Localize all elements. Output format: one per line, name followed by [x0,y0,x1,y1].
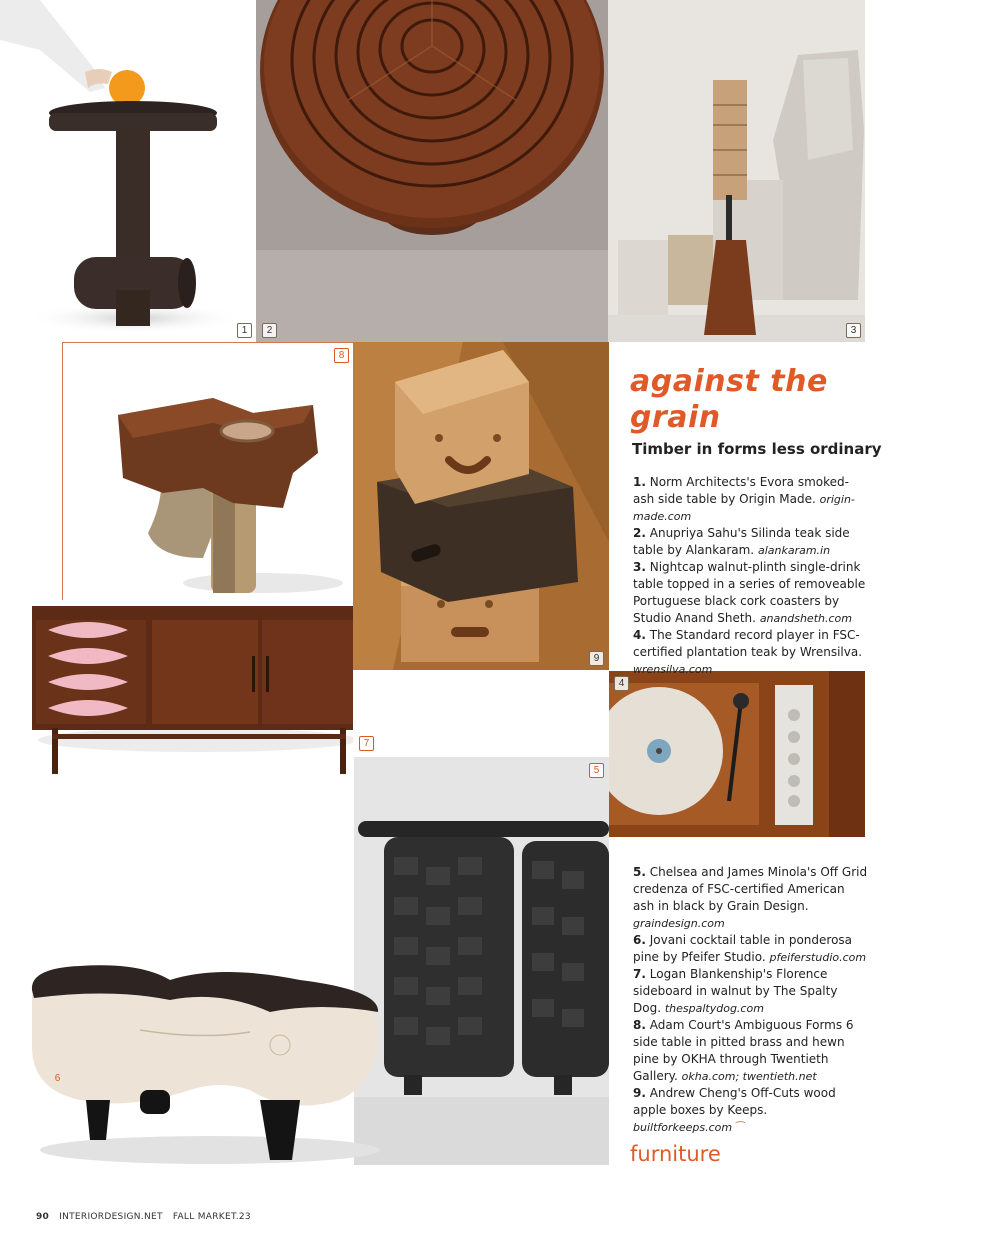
credit-1-link[interactable]: origin-made.com [633,493,855,523]
photo-number-3: 3 [846,323,861,338]
photo-number-2: 2 [262,323,277,338]
photo-ambiguous-forms-table [62,342,354,607]
photo-florence-sideboard [28,600,353,780]
photo-standard-record-player [609,671,865,837]
credit-7: 7. Logan Blankenship's Florence sideboard in walnut by The Spalty Dog. thespaltydog.com [633,967,838,1015]
credit-4: 4. The Standard record player in FSC-certified plantation teak by Wrensilva. wrensilva.com [633,628,863,676]
photo-silinda-side-table [256,0,608,342]
folio-site: INTERIORDESIGN.NET [59,1212,163,1222]
credit-6-link[interactable]: pfeiferstudio.com [769,951,867,964]
credit-8-link[interactable]: okha.com; twentieth.net [681,1070,817,1083]
end-mark-icon: ⁀ [735,1121,745,1134]
photo-number-6: 6 [54,1073,61,1084]
photo-off-grid-credenza [354,757,609,1165]
article-headline [630,364,890,436]
photo-jovani-cocktail-table [20,950,390,1175]
photo-number-7: 7 [359,736,374,751]
credits-block-top [633,474,869,678]
headline-line-1: against the [630,364,828,399]
article-subhead: Timber in forms less ordinary [632,440,882,458]
photo-number-5: 5 [589,763,604,778]
credit-5: 5. Chelsea and James Minola's Off Grid credenza of FSC-certified American ash in black by Grain Design. graindesign.com [633,865,868,930]
credit-4-link[interactable]: wrensilva.com [633,663,713,676]
credit-8: 8. Adam Court's Ambiguous Forms 6 side table in pitted brass and hewn pine by OKHA through Twentieth Gallery. okha.com; twentieth.net [633,1018,854,1083]
section-label: furniture [630,1142,721,1166]
headline-line-2: grain [630,400,721,435]
photo-number-1: 1 [237,323,252,338]
photo-off-cuts-apple-boxes [353,342,609,670]
credit-5-link[interactable]: graindesign.com [633,917,725,930]
credits-block-bottom [633,864,869,1136]
page-number: 90 [36,1212,50,1222]
photo-number-8: 8 [334,348,349,363]
credit-3-link[interactable]: anandsheth.com [759,612,852,625]
credit-9: 9. Andrew Cheng's Off-Cuts wood apple boxes by Keeps. builtforkeeps.com ⁀ [633,1086,836,1134]
photo-number-4: 4 [614,676,629,691]
folio-issue: FALL MARKET.23 [172,1212,251,1222]
credit-2-link[interactable]: alankaram.in [757,544,831,557]
credit-2: 2. Anupriya Sahu's Silinda teak side table by Alankaram. alankaram.in [633,526,850,557]
credit-7-link[interactable]: thespaltydog.com [664,1002,764,1015]
credit-9-link[interactable]: builtforkeeps.com [633,1121,733,1134]
photo-nightcap-table [608,0,865,342]
page-folio [36,1212,261,1222]
credit-3: 3. Nightcap walnut-plinth single-drink table topped in a series of removeable Portuguese black cork coasters by Studio Anand Sheth. anandsheth.com [633,560,866,625]
photo-evora-side-table [0,0,256,342]
photo-number-9: 9 [589,651,604,666]
credit-1: 1. Norm Architects's Evora smoked-ash side table by Origin Made. origin-made.com [633,475,855,523]
credit-6: 6. Jovani cocktail table in ponderosa pine by Pfeifer Studio. pfeiferstudio.com [633,933,867,964]
